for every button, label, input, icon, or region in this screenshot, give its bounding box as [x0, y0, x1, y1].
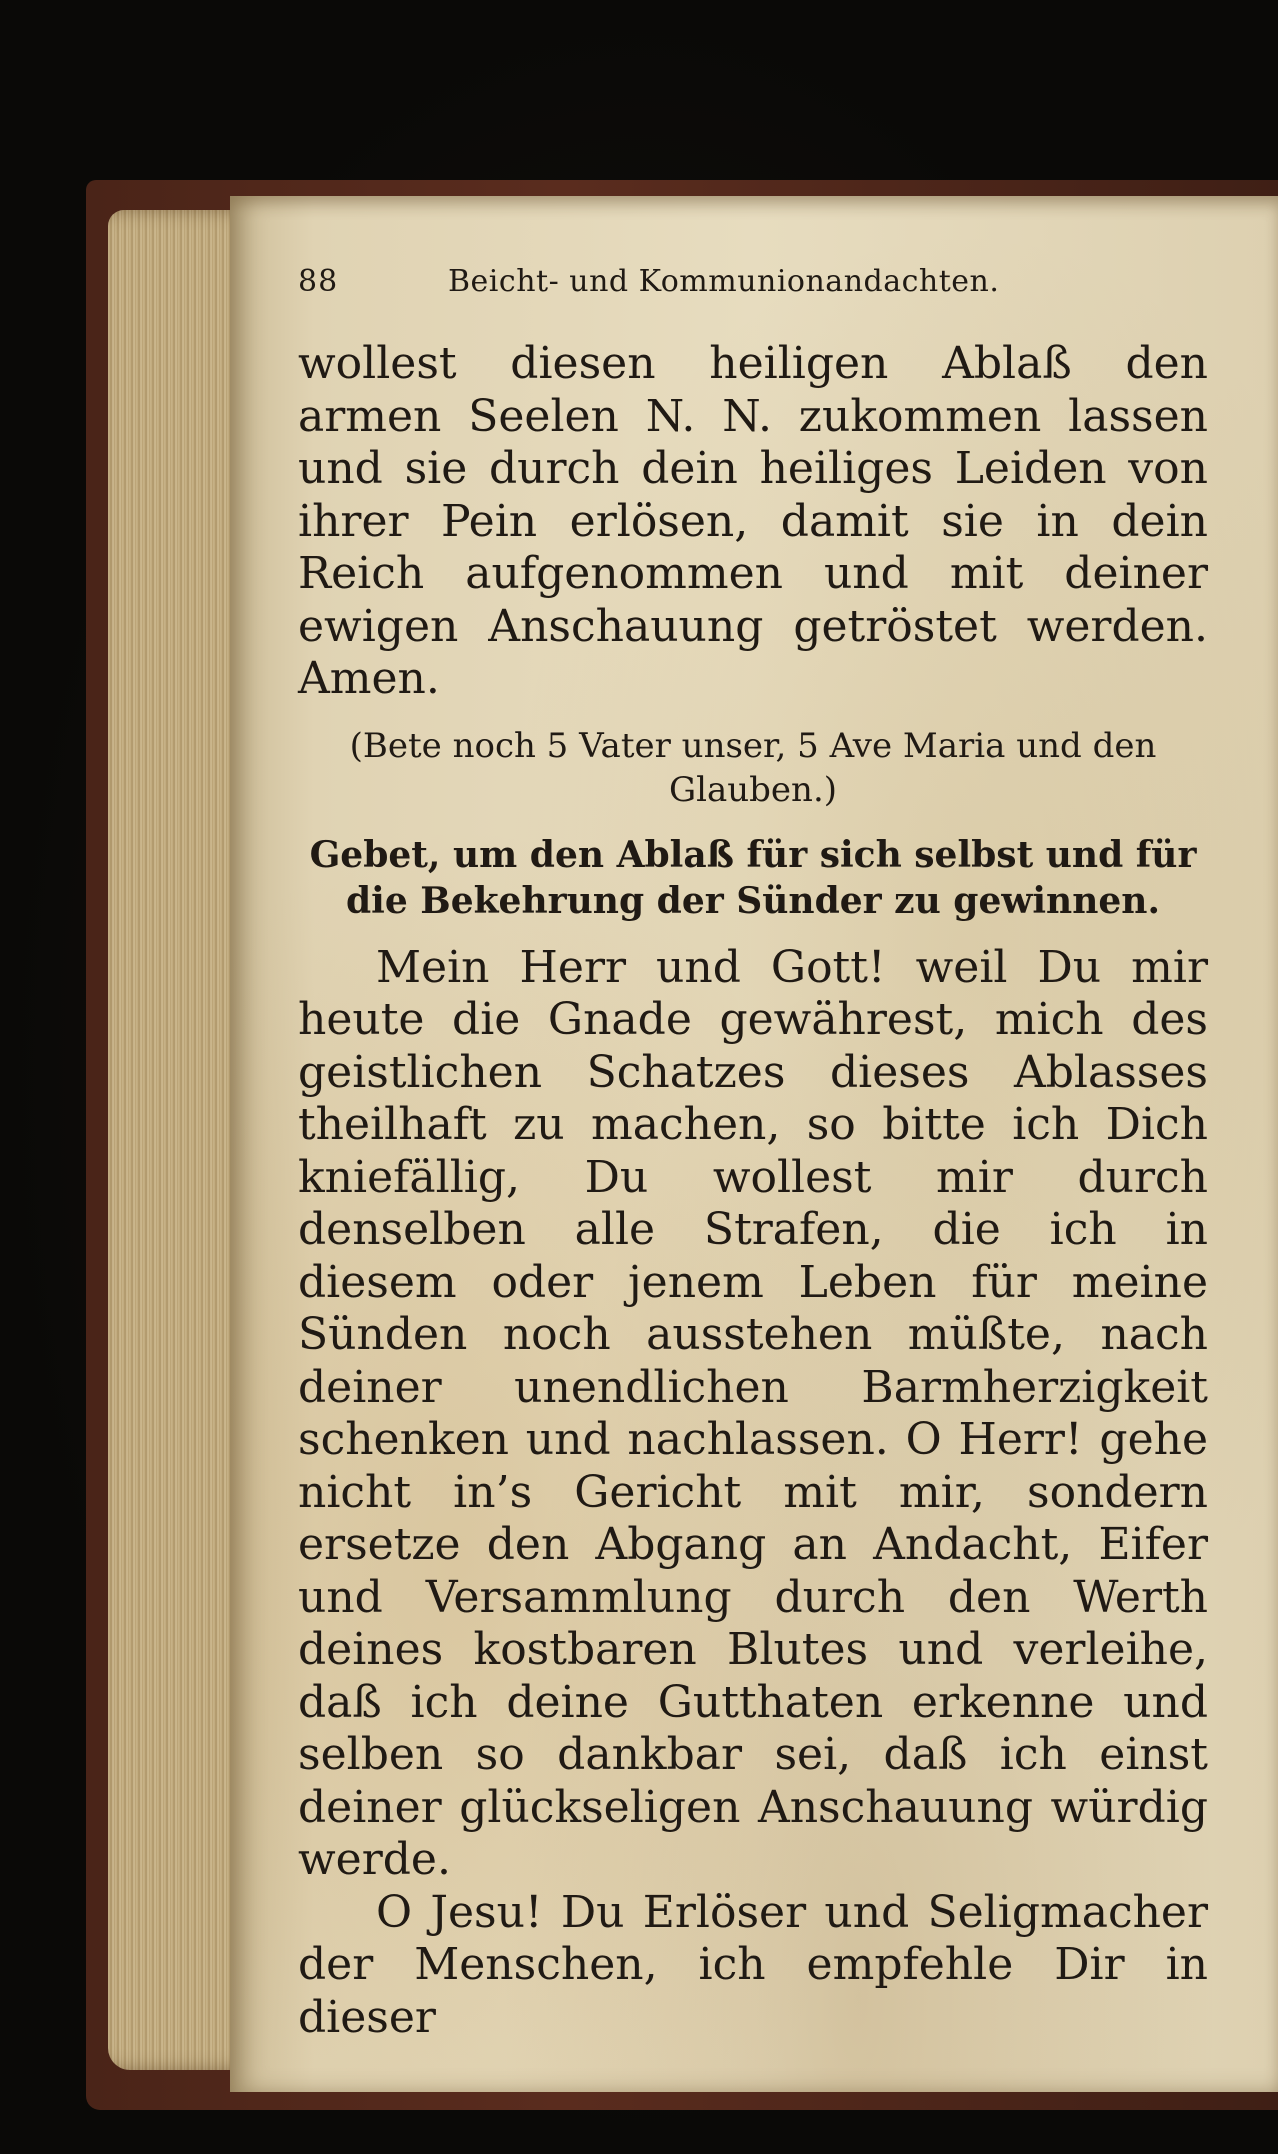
- rubric-instruction: (Bete noch 5 Vater unser, 5 Ave Maria und den Glauben.): [349, 725, 1157, 810]
- page-content: [298, 256, 1208, 2044]
- prayer-paragraph-1: Mein Herr und Gott! weil Du mir heute die Gnade gewährest, mich des geistlichen Schatzes dieses Ablasses theilhaft zu machen, so bitte ich Dich kniefällig, Du wollest mir durch denselben alle Strafen, die ich in diesem oder jenem Leben für meine Sünden noch ausstehen müßte, nach deiner unendlichen Barmherzigkeit schenken und nachlassen. O Herr! gehe nicht in’s Gericht mit mir, sondern ersetze den Abgang an Andacht, Eifer und Versammlung durch den Werth deines kostbaren Blutes und verleihe, daß ich deine Gutthaten erkenne und selben so dankbar sei, daß ich einst deiner glückseligen Anschauung würdig werde.: [298, 941, 1208, 1885]
- book-page: [230, 196, 1278, 2092]
- continuation-paragraph: wollest diesen heiligen Ablaß den armen Seelen N. N. zukommen lassen und sie durch dein heiliges Leiden von ihrer Pein erlösen, damit sie in dein Reich aufgenommen und mit deiner ewigen Anschauung getröstet werden. Amen.: [298, 338, 1208, 704]
- running-head: [298, 256, 1208, 316]
- running-title: Beicht- und Kommunionandachten.: [448, 264, 1000, 299]
- page-number: 88: [298, 264, 339, 299]
- prayer-paragraph-2: O Jesu! Du Erlöser und Seligmacher der Menschen, ich empfehle Dir in dieser: [298, 1886, 1208, 2043]
- prayer-heading: Gebet, um den Ablaß für sich selbst und für die Bekehrung der Sünder zu gewinnen.: [309, 833, 1197, 922]
